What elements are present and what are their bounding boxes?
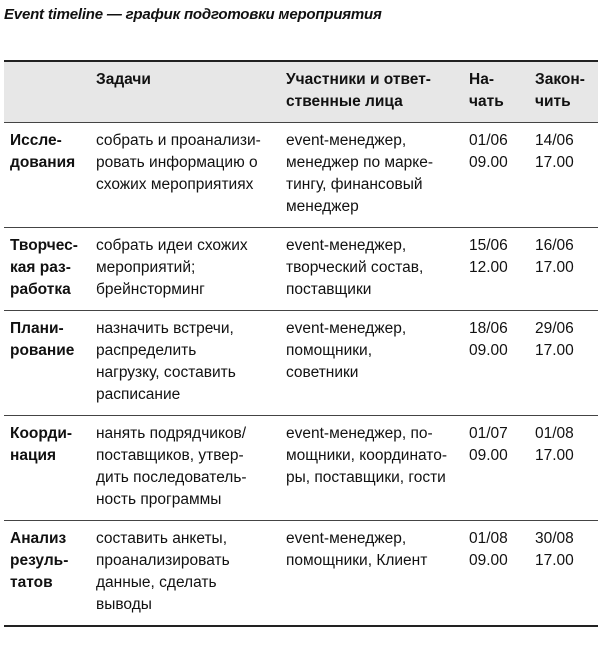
participants-cell: event-менеджер, менеджер по марке- тингу, финансовый менеджер (286, 132, 434, 215)
timeline-table (4, 60, 598, 627)
table-row (4, 228, 598, 311)
table-row (4, 416, 598, 521)
header-participants: Участники и ответ- ственные лица (286, 71, 431, 110)
stage-cell: Плани- рование (10, 320, 75, 359)
start-cell: 18/06 09.00 (469, 320, 508, 359)
start-cell: 01/08 09.00 (469, 530, 508, 569)
start-cell: 01/06 09.00 (469, 132, 508, 171)
start-cell: 01/07 09.00 (469, 425, 508, 464)
tasks-cell: нанять подрядчиков/ поставщиков, утвер- дить последователь- ность программы (96, 425, 247, 508)
stage-cell: Анализ резуль- татов (10, 530, 69, 591)
participants-cell: event-менеджер, помощники, Клиент (286, 530, 428, 569)
tasks-cell: собрать и проанализи- ровать информацию о схожих мероприятиях (96, 132, 261, 193)
table-bottom-rule (4, 625, 598, 627)
tasks-cell: собрать идеи схожих мероприятий; брейнсторминг (96, 237, 248, 298)
stage-cell: Творчес- кая раз- работка (10, 237, 78, 298)
header-end: Закон- чить (535, 71, 585, 110)
end-cell: 01/08 17.00 (535, 425, 574, 464)
participants-cell: event-менеджер, по- мощники, координато- ры, поставщики, гости (286, 425, 448, 486)
tasks-cell: составить анкеты, проанализировать данные, сделать выводы (96, 530, 230, 613)
header-tasks: Задачи (96, 71, 151, 88)
table-row (4, 521, 598, 625)
stage-cell: Коорди- нация (10, 425, 73, 464)
document-caption: Event timeline — график подготовки мероприятия (4, 6, 382, 23)
header-start: На- чать (469, 71, 504, 110)
participants-cell: event-менеджер, помощники, советники (286, 320, 407, 381)
stage-cell: Иссле- дования (10, 132, 76, 171)
end-cell: 29/06 17.00 (535, 320, 574, 359)
end-cell: 16/06 17.00 (535, 237, 574, 276)
end-cell: 30/08 17.00 (535, 530, 574, 569)
start-cell: 15/06 12.00 (469, 237, 508, 276)
header-stage (4, 69, 92, 113)
participants-cell: event-менеджер, творческий состав, поставщики (286, 237, 424, 298)
table-row (4, 311, 598, 416)
table-row (4, 123, 598, 228)
end-cell: 14/06 17.00 (535, 132, 574, 171)
tasks-cell: назначить встречи, распределить нагрузку, составить расписание (96, 320, 236, 403)
table-header-row (4, 62, 598, 123)
